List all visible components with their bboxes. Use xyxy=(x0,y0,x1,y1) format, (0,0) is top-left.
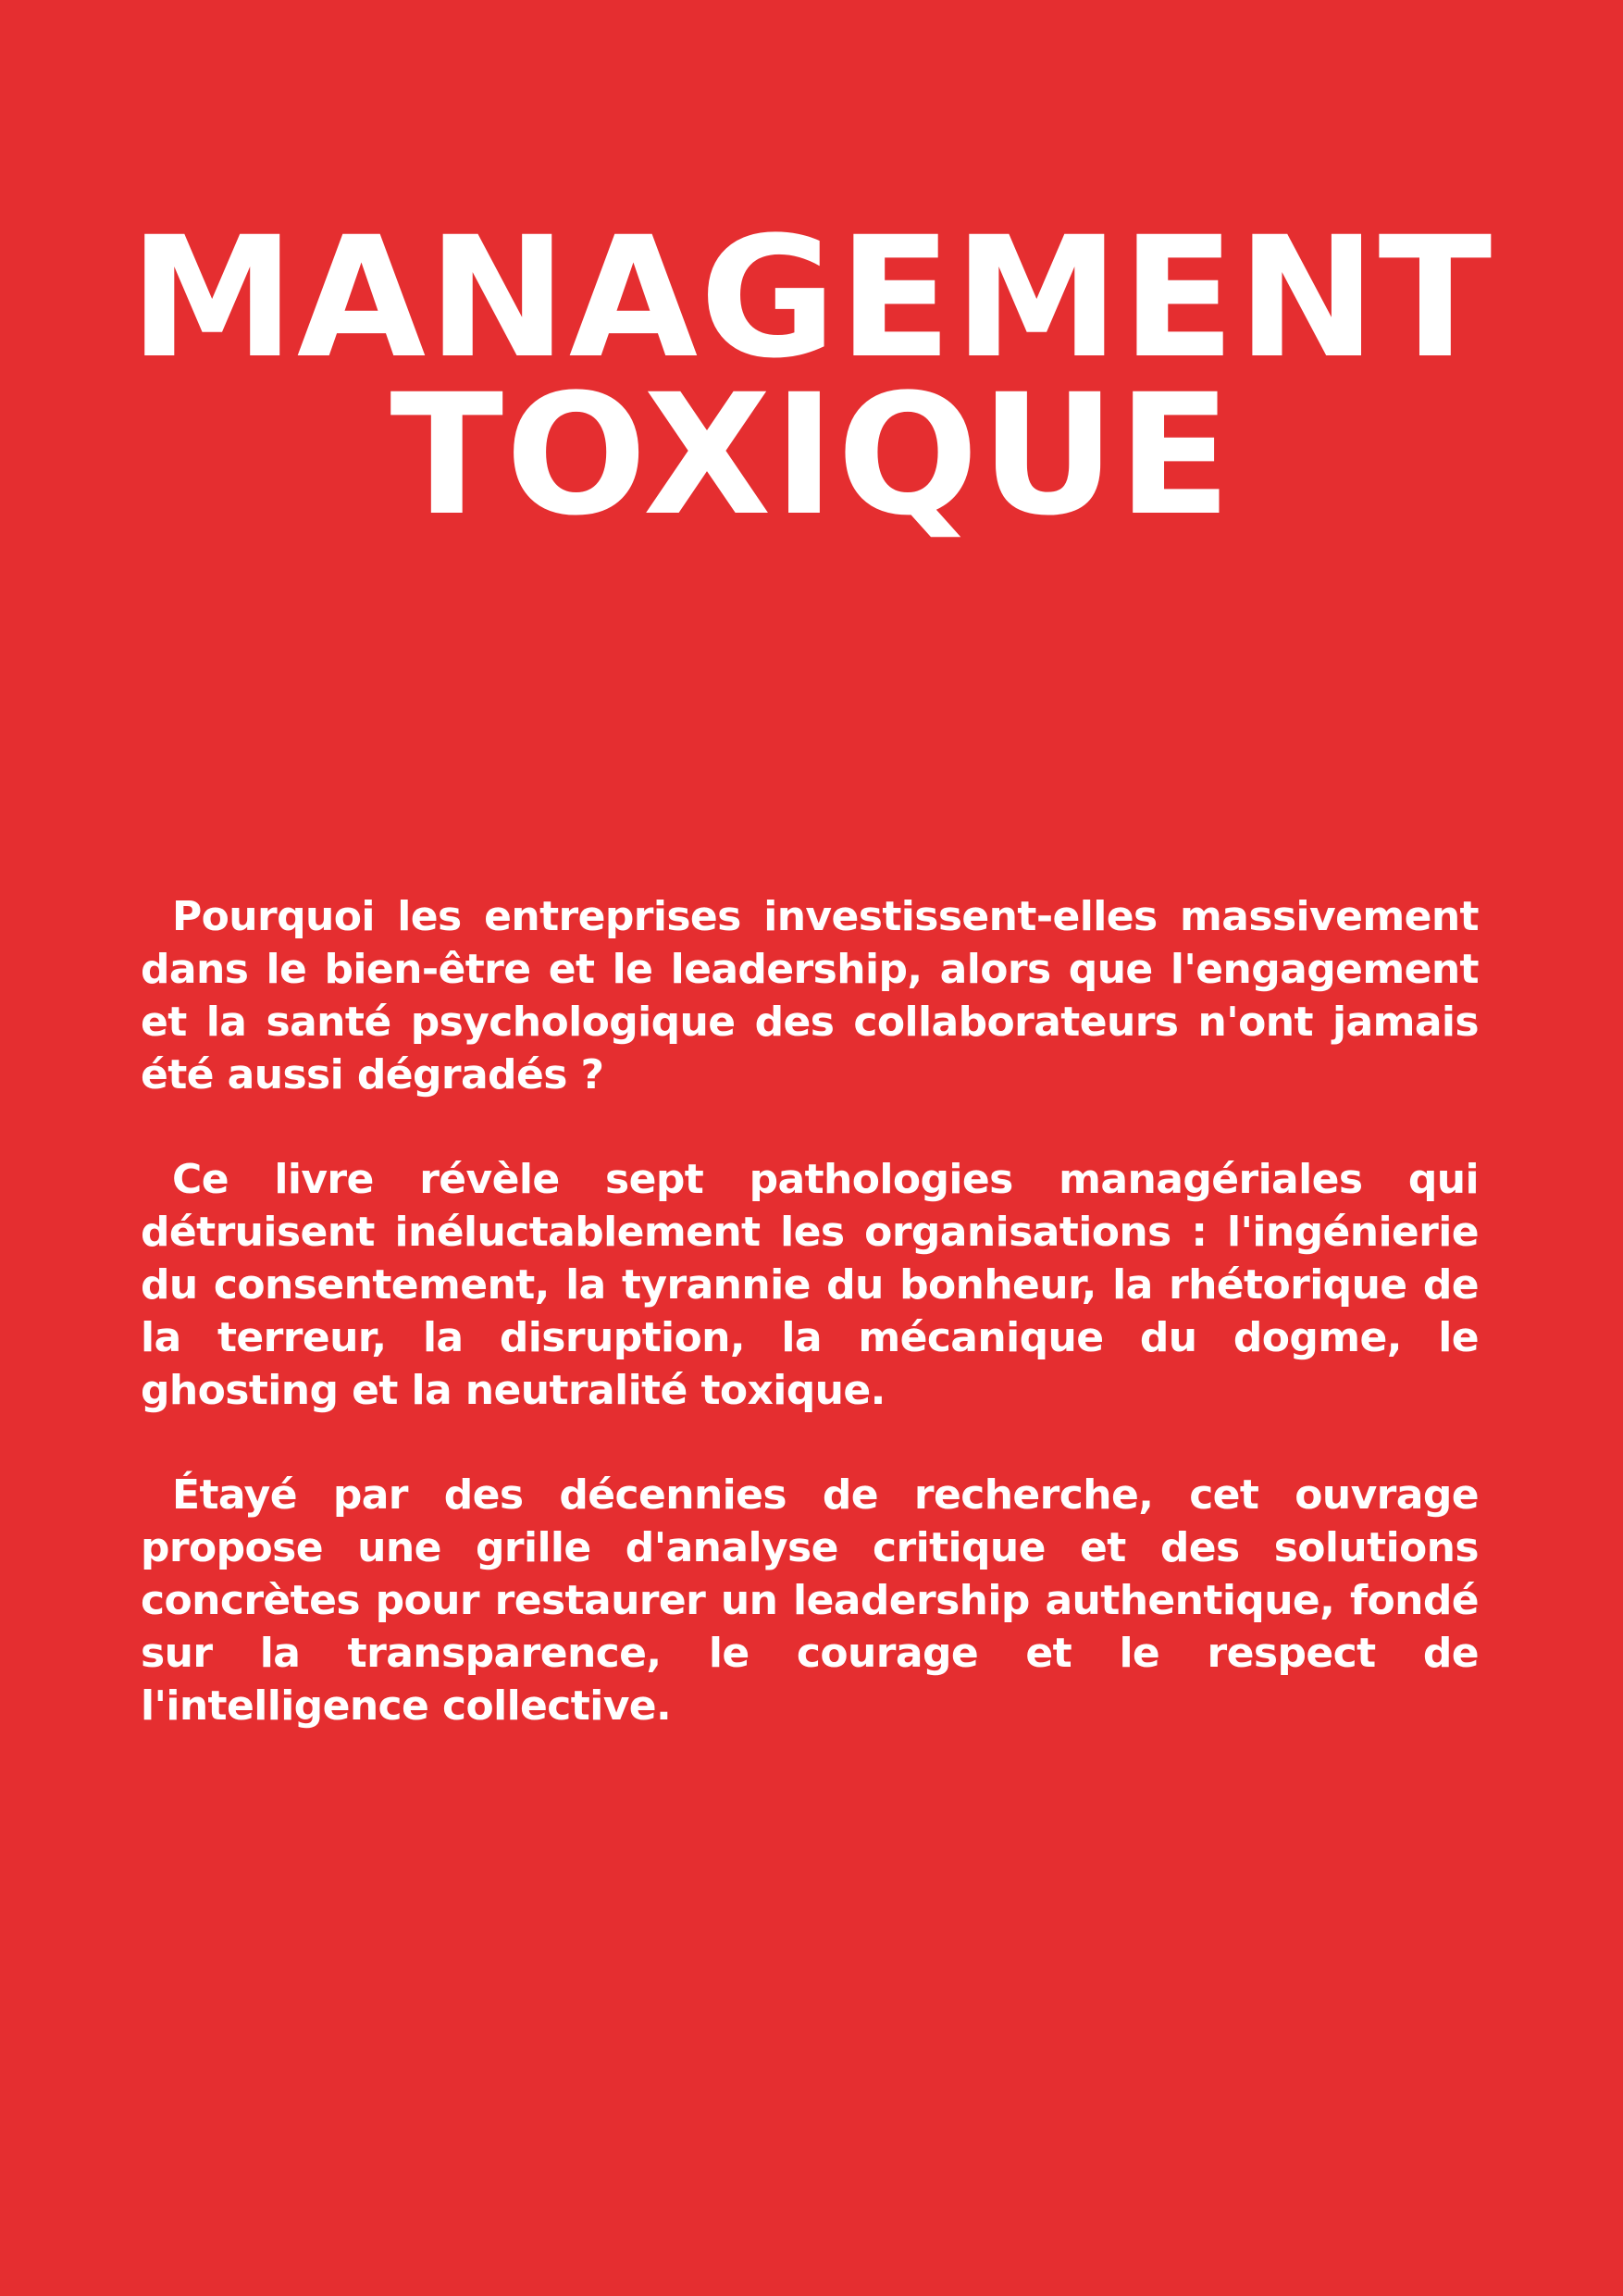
blurb-paragraph-2: Ce livre révèle sept pathologies managériales qui détruisent inéluctablement les organisations : l'ingénierie du consentement, la tyrannie du bonheur, la rhétorique de la terreur, la disruption, la mécanique du dogme, le ghosting et la neutralité toxique. xyxy=(141,1156,1479,1414)
book-blurb xyxy=(141,890,1479,1784)
blurb-paragraph-3: Étayé par des décennies de recherche, cet ouvrage propose une grille d'analyse critique et des solutions concrètes pour restaurer un leadership authentique, fondé sur la transparence, le courage et le respect de l'intelligence collective. xyxy=(141,1471,1479,1730)
book-title-line-1: MANAGEMENT xyxy=(129,202,1494,395)
book-title-line-2: TOXIQUE xyxy=(390,359,1233,552)
blurb-paragraph-1: Pourquoi les entreprises investissent-elles massivement dans le bien-être et le leadership, alors que l'engagement et la santé psychologique des collaborateurs n'ont jamais été aussi dégradés ? xyxy=(141,893,1479,1098)
book-title xyxy=(0,202,1623,552)
